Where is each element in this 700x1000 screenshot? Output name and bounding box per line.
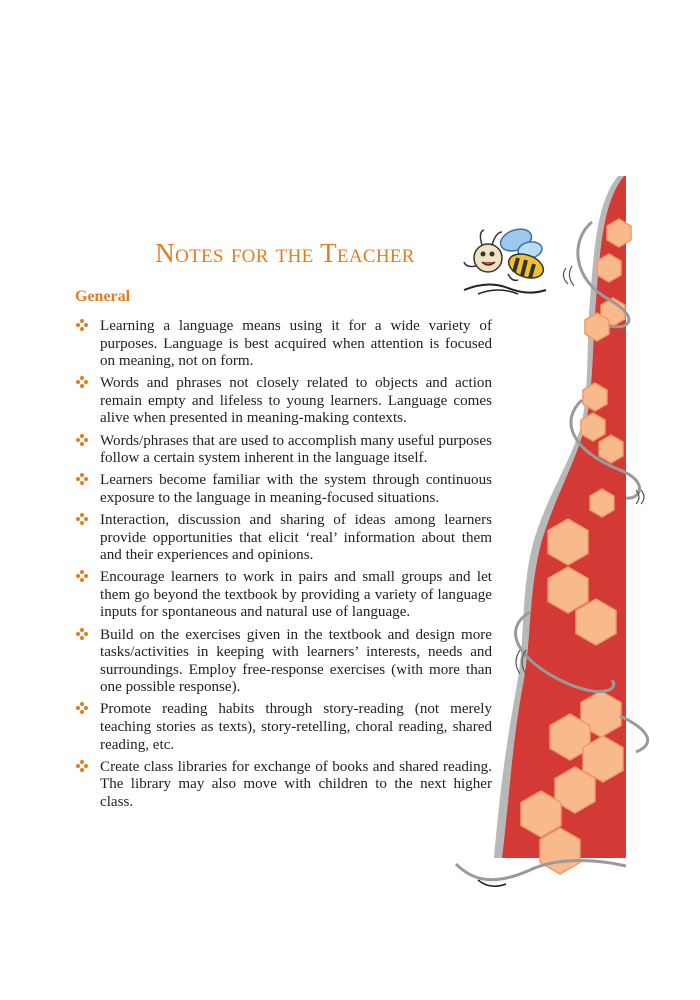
diamond-dots-bullet-icon	[76, 376, 88, 388]
list-item-text: Words/phrases that are used to accomplish many useful purposes follow a certain system inherent in the language itself.	[100, 432, 492, 467]
list-item-text: Learners become familiar with the system through continuous exposure to the language in meaning-focused situations.	[100, 472, 492, 506]
list-item-text: Words and phrases not closely related to objects and action remain empty and lifeless to young learners. Language comes alive when presented in meaning-making contexts.	[100, 375, 492, 427]
diamond-dots-bullet-icon	[76, 760, 88, 772]
list-item	[76, 701, 492, 754]
diamond-dots-bullet-icon	[76, 628, 88, 640]
diamond-dots-bullet-icon	[76, 570, 88, 582]
diamond-dots-bullet-icon	[76, 513, 88, 525]
list-item	[76, 375, 492, 428]
diamond-dots-bullet-icon	[76, 319, 88, 331]
list-item-text: Build on the exercises given in the textbook and design more tasks/activities in keeping with learners’ interests, needs and surroundings. Employ free-response exercises (with more than one possible response).	[100, 626, 492, 696]
list-item	[76, 433, 492, 468]
list-item-text: Learning a language means using it for a wide variety of purposes. Language is best acquired when attention is focused on meaning, not on form.	[100, 318, 492, 370]
list-item-text: Create class libraries for exchange of books and shared reading. The library may also move with children to the next higher class.	[100, 758, 492, 810]
list-item-text: Encourage learners to work in pairs and small groups and let them go beyond the textbook by providing a variety of language inputs for spontaneous and natural use of language.	[100, 569, 492, 621]
list-item	[76, 759, 492, 812]
section-heading: General	[75, 288, 131, 305]
diamond-dots-bullet-icon	[76, 702, 88, 714]
notes-list	[76, 318, 492, 816]
list-item-text: Interaction, discussion and sharing of ideas among learners provide opportunities that elicit ‘real’ information about them and their experiences and opinions.	[100, 511, 492, 564]
list-item	[76, 627, 492, 697]
list-item	[76, 512, 492, 565]
honeycomb-ribbon-decoration	[440, 160, 700, 900]
page-title: Notes for the Teacher	[155, 238, 415, 268]
list-item	[76, 318, 492, 371]
list-item	[76, 569, 492, 622]
diamond-dots-bullet-icon	[76, 473, 88, 485]
list-item	[76, 472, 492, 507]
list-item-text: Promote reading habits through story-reading (not merely teaching stories as texts), story-retelling, choral reading, shared reading, etc.	[100, 701, 492, 753]
diamond-dots-bullet-icon	[76, 434, 88, 446]
